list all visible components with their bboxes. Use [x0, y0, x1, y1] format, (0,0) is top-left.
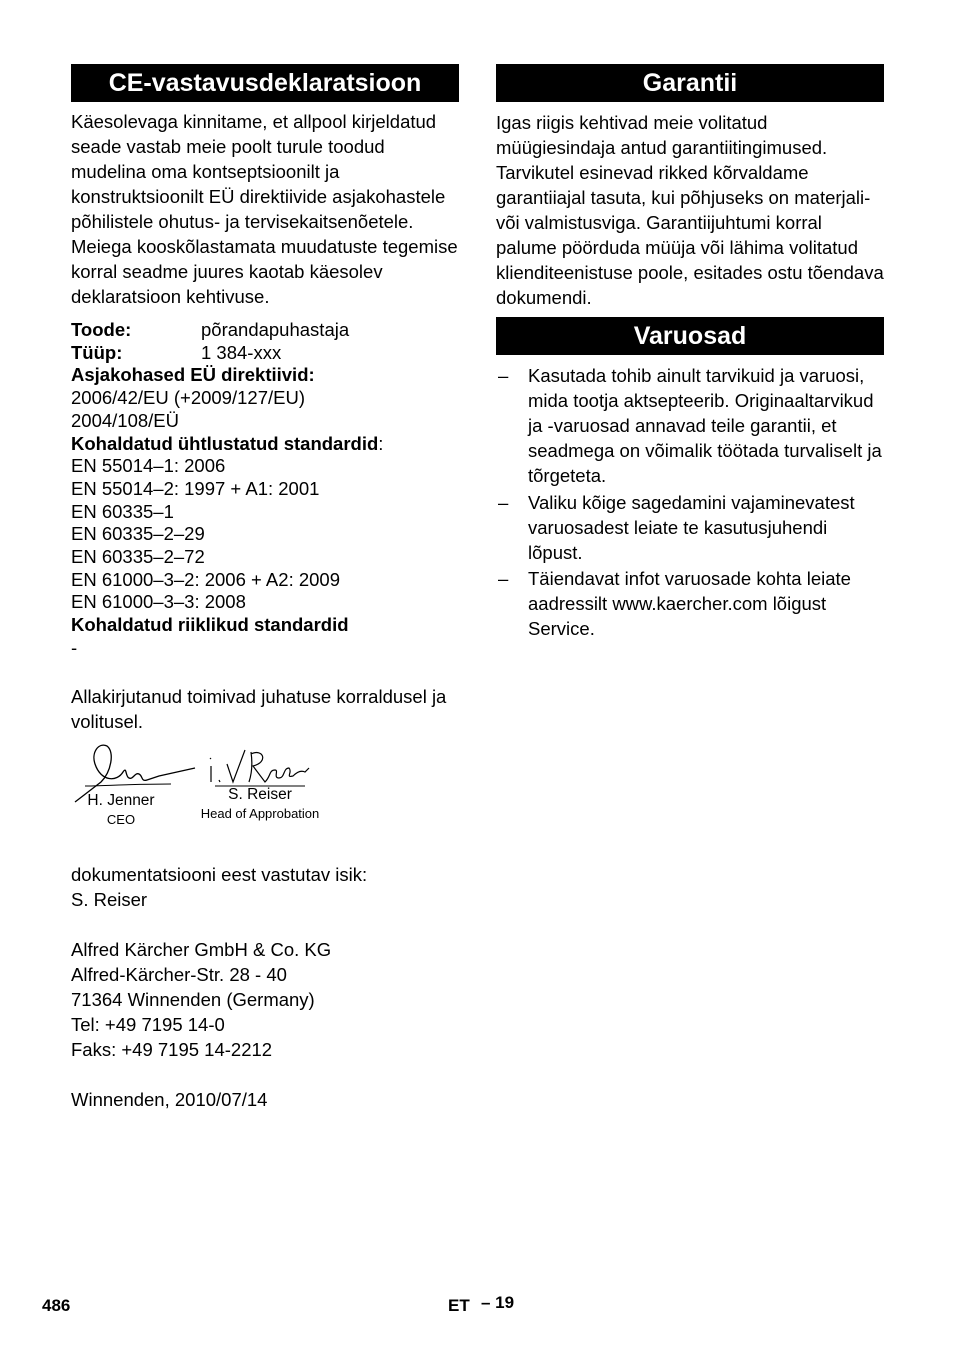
dash-bullet: –: [498, 365, 509, 386]
signature-jenner: [71, 742, 171, 828]
address-line: Faks: +49 7195 14-2212: [71, 1038, 273, 1060]
standard-item: EN 55014–2: 1997 + A1: 2001: [71, 477, 320, 499]
address-line: Tel: +49 7195 14-0: [71, 1013, 225, 1035]
harmonized-standards-label: Kohaldatud ühtlustatud standardid:: [71, 432, 384, 454]
signed-statement: Allakirjutanud toimivad juhatuse korraldusel ja volitusel.: [71, 685, 447, 732]
sub-page-number: – 19: [481, 1293, 515, 1312]
dash-bullet: –: [498, 491, 509, 513]
declaration-column: [71, 64, 459, 1112]
list-item: – Kasutada tohib ainult tarvikuid ja varuosi, mida tootja aktsepteerib. Originaaltarvikud ja -varuosad annavad teile garantii, et seadmega on võimalik töötada turvaliselt ja tõrgeteta.: [498, 365, 882, 486]
product-value: põrandapuhastaja: [201, 319, 350, 340]
signature-reiser: [195, 742, 325, 822]
type-label: Tüüp:: [71, 341, 123, 363]
dash-bullet: –: [498, 568, 509, 589]
signatures: [71, 742, 459, 842]
address-line: Alfred Kärcher GmbH & Co. KG: [71, 938, 332, 960]
warranty-column: [496, 64, 884, 643]
signatory-role: Head of Approbation: [200, 805, 320, 821]
page-number: 486: [42, 1296, 71, 1315]
place-date: Winnenden, 2010/07/14: [71, 1088, 268, 1110]
product-row: [71, 319, 459, 342]
type-row: [71, 342, 459, 365]
signatory-name: H. Jenner: [87, 791, 155, 809]
language-code: ET: [448, 1296, 470, 1315]
address-line: Alfred-Kärcher-Str. 28 - 40: [71, 963, 287, 985]
spares-heading: Varuosad: [496, 317, 884, 355]
directive-item: 2004/108/EÜ: [71, 409, 180, 431]
product-label: Toode:: [71, 319, 132, 340]
standard-item: EN 55014–1: 2006: [71, 455, 226, 477]
standard-item: EN 61000–3–3: 2008: [71, 591, 246, 613]
reiser-signature-icon: [205, 742, 315, 792]
standard-item: EN 60335–2–29: [71, 523, 205, 545]
list-item: – Valiku kõige sagedamini vajaminevatest varuosadest leiate te kasutusjuhendi lõpust.: [498, 491, 855, 563]
national-standards-label: Kohaldatud riiklikud standardid: [71, 614, 349, 636]
spares-list: [496, 363, 884, 641]
standard-item: EN 61000–3–2: 2006 + A2: 2009: [71, 568, 340, 590]
signatory-role: CEO: [106, 811, 136, 827]
directive-item: 2006/42/EU (+2009/127/EU): [71, 387, 305, 409]
doc-responsible: dokumentatsiooni eest vastutav isik: S. Reiser: [71, 863, 368, 910]
warranty-text: Igas riigis kehtivad meie volitatud müügiesindaja antud garantiitingimused. Tarvikutel esinevad rikked kõrvaldame garantiiajal tasuta, kui põhjuseks on materjali- või valmistusviga. Garantiijuhtumi korral palume pöörduda müüja või lähima volitatud klienditeenistuse poole, esitades ostu tõendava dokumendi.: [496, 112, 884, 308]
declaration-heading: CE-vastavusdeklaratsioon: [71, 64, 459, 102]
type-value: 1 384-xxx: [201, 341, 282, 363]
declaration-intro: Käesolevaga kinnitame, et allpool kirjeldatud seade vastab meie poolt turule toodud mudelina oma kontseptsioonilt ja konstruktsioonilt EÜ direktiivide asjakohastele põhilistele ohutus- ja tervisekaitsenõetele. Meiega kooskõlastamata muudatuste tegemise korral seadme juures kaotab käesolev deklaratsioon kehtivuse.: [71, 111, 458, 307]
national-standards-value: -: [71, 636, 78, 658]
address-line: 71364 Winnenden (Germany): [71, 988, 315, 1010]
company-address: [71, 937, 459, 1062]
signatory-name: S. Reiser: [228, 785, 292, 803]
spec-block: [71, 319, 459, 660]
directives-label: Asjakohased EÜ direktiivid:: [71, 364, 315, 386]
list-item: – Täiendavat infot varuosade kohta leiate aadressilt www.kaercher.com lõigust Service.: [498, 568, 851, 639]
warranty-heading: Garantii: [496, 64, 884, 102]
standard-item: EN 60335–1: [71, 500, 174, 522]
standard-item: EN 60335–2–72: [71, 546, 205, 568]
